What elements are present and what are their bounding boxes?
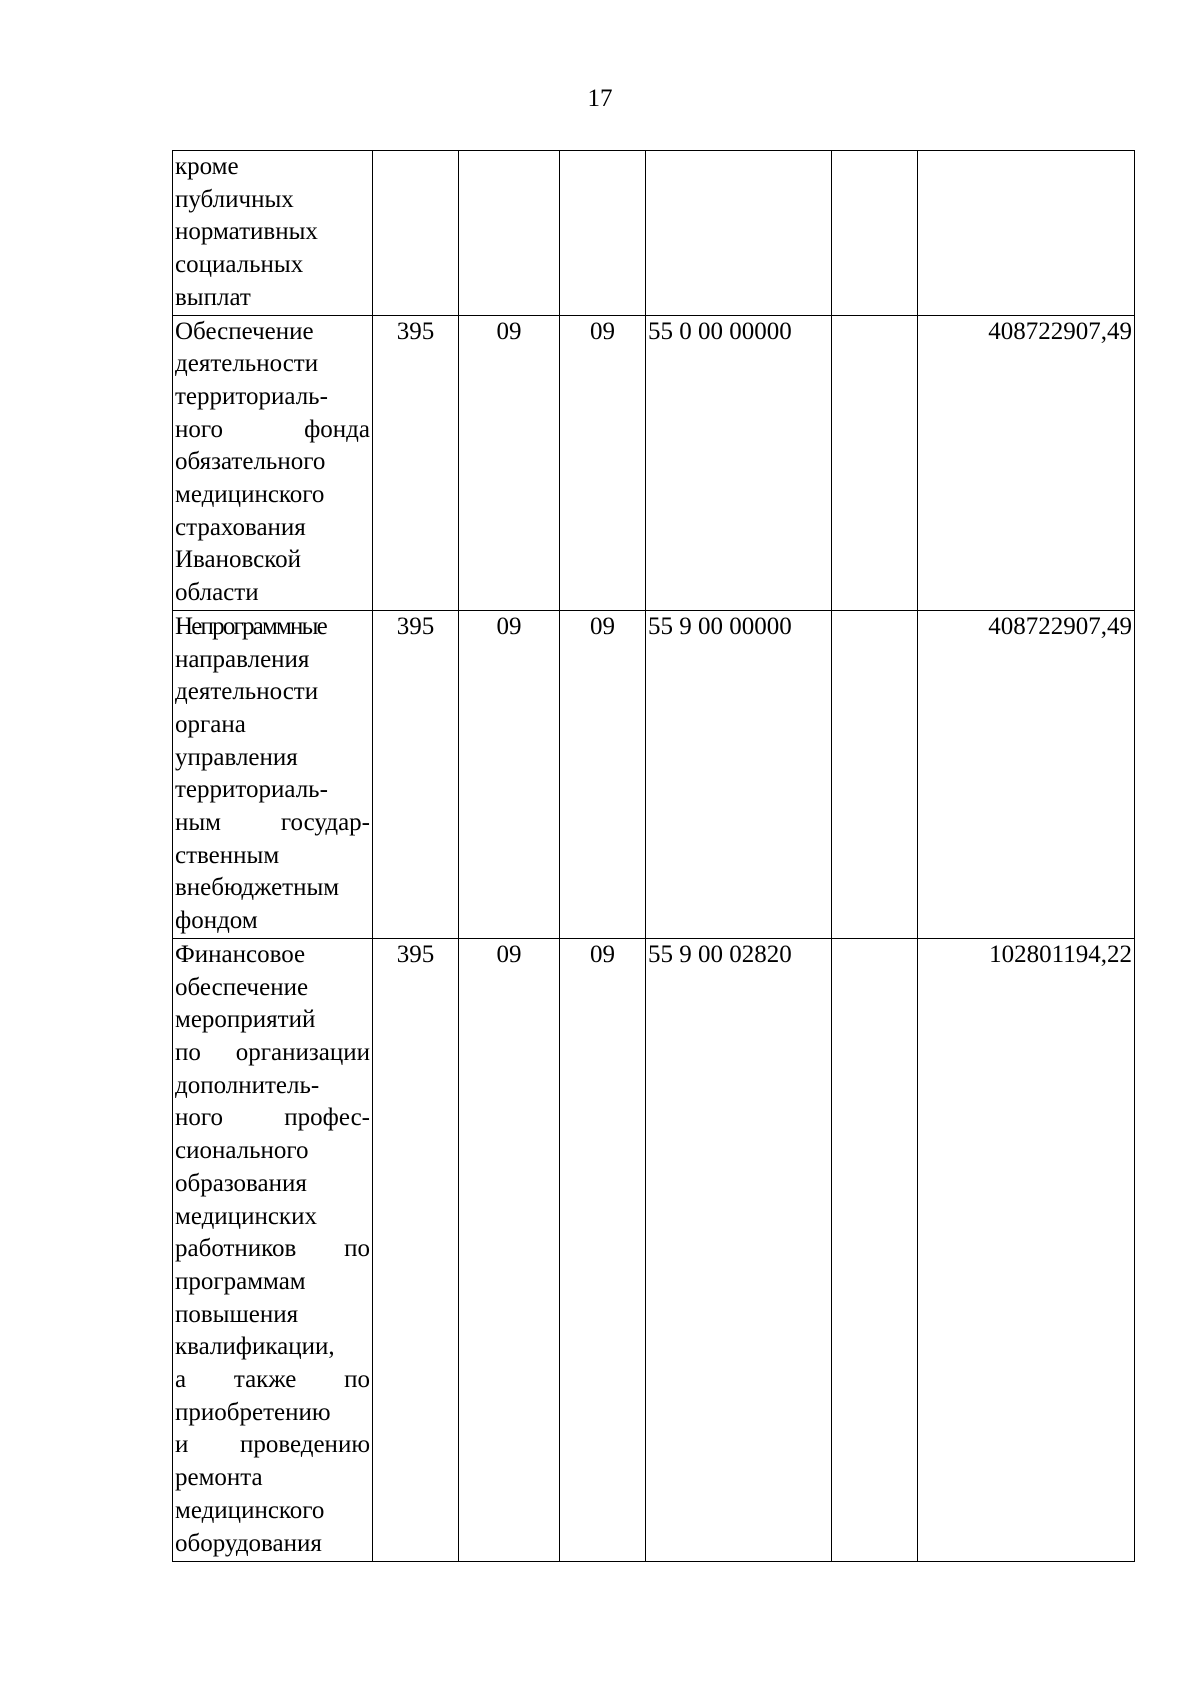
expense-name-line: социальных: [175, 251, 304, 279]
expense-name-line: а также по: [175, 1366, 370, 1394]
amount-cell: [918, 151, 1135, 316]
expense-name-line: приобретению: [175, 1398, 331, 1426]
expense-name-line: направления: [175, 645, 310, 673]
section-code-cell: 09: [459, 315, 560, 610]
expense-name-line: Непрограммные: [175, 612, 326, 640]
expense-name-line: деятельности: [175, 678, 319, 706]
expense-name-line: территориаль-: [175, 382, 328, 410]
expense-name-line: дополнитель-: [175, 1071, 320, 1099]
expense-name-line: Ивановской: [175, 546, 302, 574]
expense-name-line: программам: [175, 1267, 306, 1295]
section-code-cell: 09: [459, 610, 560, 938]
expense-type-cell: [832, 315, 918, 610]
expense-name-line: работников по: [175, 1235, 370, 1263]
expense-type-cell: [832, 151, 918, 316]
amount-cell: 102801194,22: [918, 938, 1135, 1561]
expense-name-line: ного фонда: [175, 415, 370, 443]
subsection-code-cell: [560, 151, 646, 316]
expense-name-line: фондом: [175, 907, 258, 935]
expense-name-line: публичных: [175, 185, 294, 213]
expense-name-line: по организации: [175, 1038, 370, 1066]
expense-name-line: области: [175, 579, 259, 607]
expense-name-line: мероприятий: [175, 1006, 316, 1034]
expense-name-line: ного профес-: [175, 1104, 370, 1132]
table-row: [173, 610, 1135, 938]
expense-name-line: нормативных: [175, 218, 318, 246]
expense-name-cell: [173, 151, 373, 316]
expense-name-line: управления: [175, 743, 298, 771]
admin-code-cell: [373, 151, 459, 316]
expense-name-cell: [173, 315, 373, 610]
expense-name-line: обязательного: [175, 448, 326, 476]
expense-name-line: деятельности: [175, 350, 319, 378]
subsection-code-cell: 09: [560, 610, 646, 938]
section-code-cell: 09: [459, 938, 560, 1561]
expense-name-line: выплат: [175, 283, 251, 311]
table-row: [173, 151, 1135, 316]
expense-name-line: ным государ-: [175, 809, 370, 837]
expense-name-line: обеспечение: [175, 973, 309, 1001]
subsection-code-cell: 09: [560, 315, 646, 610]
expense-name-line: квалификации,: [175, 1333, 335, 1361]
amount-cell: 408722907,49: [918, 610, 1135, 938]
admin-code-cell: 395: [373, 610, 459, 938]
expense-name-line: ственным: [175, 841, 280, 869]
expense-name-line: ремонта: [175, 1464, 263, 1492]
admin-code-cell: 395: [373, 938, 459, 1561]
section-code-cell: [459, 151, 560, 316]
table-row: [173, 938, 1135, 1561]
expense-name-line: медицинских: [175, 1202, 317, 1230]
expense-name-line: кроме: [175, 153, 239, 180]
target-article-cell: [646, 151, 832, 316]
expense-name-cell: [173, 938, 373, 1561]
expense-name-line: медицинского: [175, 1496, 325, 1524]
expense-type-cell: [832, 938, 918, 1561]
expense-name-line: и проведению: [175, 1431, 370, 1459]
expense-name-line: страхования: [175, 513, 306, 541]
expense-name-line: органа: [175, 710, 246, 738]
expense-type-cell: [832, 610, 918, 938]
admin-code-cell: 395: [373, 315, 459, 610]
page-number: 17: [587, 85, 613, 112]
expense-name-line: образования: [175, 1169, 307, 1197]
expense-name-line: сионального: [175, 1137, 309, 1165]
expense-name-cell: [173, 610, 373, 938]
expense-name-line: внебюджетным: [175, 874, 340, 902]
target-article-cell: 55 9 00 02820: [646, 938, 832, 1561]
expense-name-line: Финансовое: [175, 940, 306, 968]
expense-name-line: повышения: [175, 1300, 299, 1328]
budget-table: [172, 150, 1135, 1562]
target-article-cell: 55 0 00 00000: [646, 315, 832, 610]
table-row: [173, 315, 1135, 610]
amount-cell: 408722907,49: [918, 315, 1135, 610]
expense-name-line: оборудования: [175, 1529, 322, 1557]
expense-name-line: медицинского: [175, 481, 325, 509]
target-article-cell: 55 9 00 00000: [646, 610, 832, 938]
expense-name-line: Обеспечение: [175, 317, 314, 345]
subsection-code-cell: 09: [560, 938, 646, 1561]
expense-name-line: территориаль-: [175, 776, 328, 804]
